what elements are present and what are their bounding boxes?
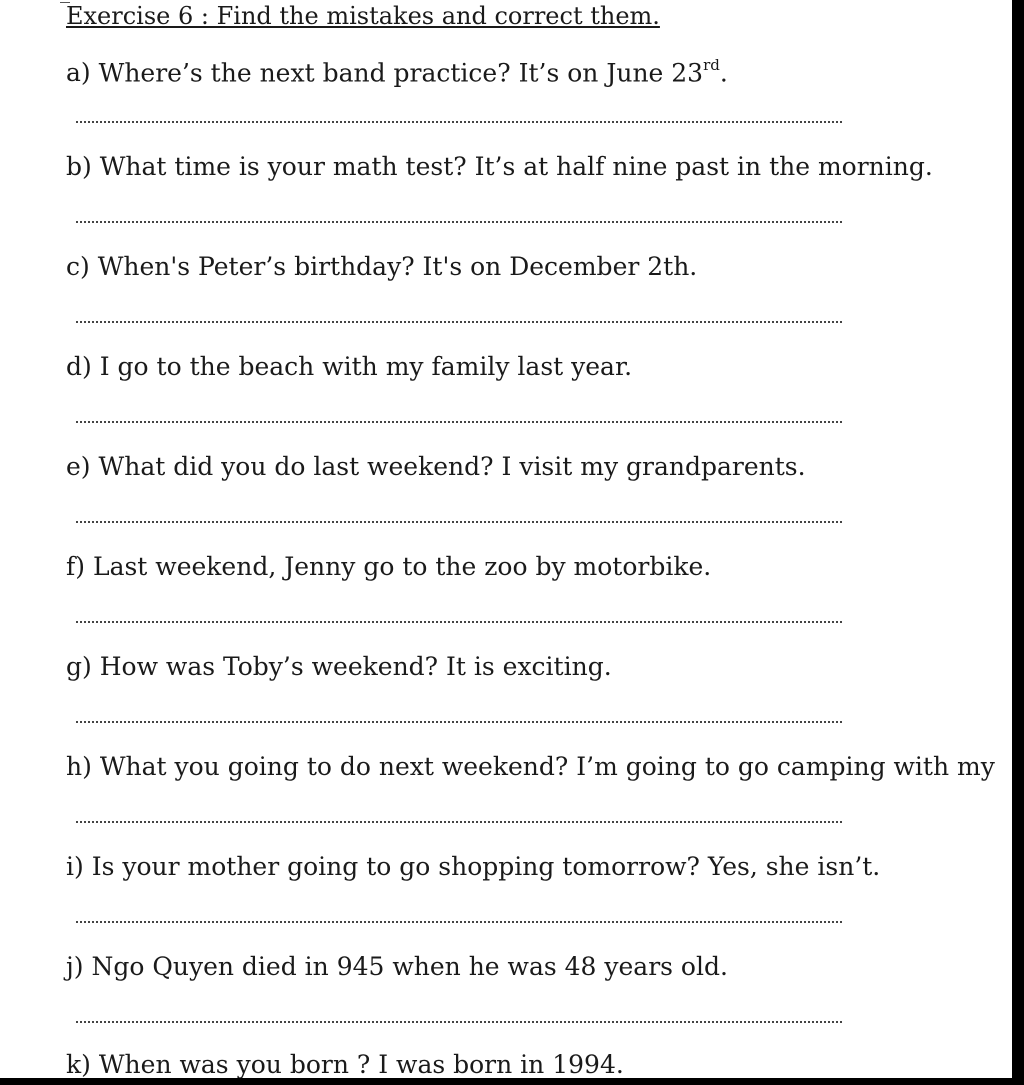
question-letter: c) (66, 252, 90, 281)
question-j (66, 952, 728, 982)
answer-line-d[interactable] (76, 421, 842, 423)
answer-line-c[interactable] (76, 321, 842, 323)
question-letter: i) (66, 852, 84, 881)
question-text: When was you (98, 1050, 290, 1078)
question-d (66, 352, 632, 382)
question-b (66, 152, 933, 182)
question-f (66, 552, 711, 582)
question-text: When's Peter’s birthday? It's on December 2th. (97, 252, 698, 281)
question-letter: b) (66, 152, 92, 181)
question-k (66, 1050, 624, 1078)
answer-line-e[interactable] (76, 521, 842, 523)
question-c (66, 252, 697, 282)
answer-line-a[interactable] (76, 121, 842, 123)
question-h (66, 752, 995, 782)
answer-line-g[interactable] (76, 721, 842, 723)
question-e (66, 452, 806, 482)
question-tail: . (719, 58, 728, 88)
spellcheck-underlined-word: born ? (289, 1050, 371, 1078)
answer-line-f[interactable] (76, 621, 842, 623)
question-letter: k) (66, 1050, 91, 1078)
question-text-end: I was born in 1994. (370, 1050, 624, 1078)
answer-line-i[interactable] (76, 921, 842, 923)
question-letter: a) (66, 58, 91, 88)
answer-line-b[interactable] (76, 221, 842, 223)
question-a (66, 52, 728, 88)
question-text: What you going to do next weekend? I’m going to go camping with my (99, 752, 995, 781)
question-letter: f) (66, 552, 86, 581)
question-text: Is your mother going to go shopping tomorrow? Yes, she isn’t. (91, 852, 881, 881)
question-text: How was Toby’s weekend? It is exciting. (99, 652, 612, 681)
ordinal-suffix: rd (703, 56, 720, 74)
question-letter: e) (66, 452, 91, 481)
question-i (66, 852, 880, 882)
question-text: Ngo Quyen died in 945 when he was 48 years old. (91, 952, 728, 981)
question-letter: j) (66, 952, 84, 981)
question-letter: h) (66, 752, 92, 781)
question-letter: d) (66, 352, 92, 381)
question-text: What time is your math test? It’s at half nine past in the morning. (99, 152, 933, 181)
question-text: I go to the beach with my family last year. (99, 352, 633, 381)
question-text: What did you do last weekend? I visit my grandparents. (98, 452, 806, 481)
question-text: Where’s the next band practice? It’s on June 23 (98, 58, 704, 88)
question-letter: g) (66, 652, 92, 681)
answer-line-j[interactable] (76, 1021, 842, 1023)
exercise-title: Exercise 6 : Find the mistakes and correct them. (66, 2, 660, 30)
answer-line-h[interactable] (76, 821, 842, 823)
question-g (66, 652, 612, 682)
question-text: Last weekend, Jenny go to the zoo by motorbike. (92, 552, 712, 581)
